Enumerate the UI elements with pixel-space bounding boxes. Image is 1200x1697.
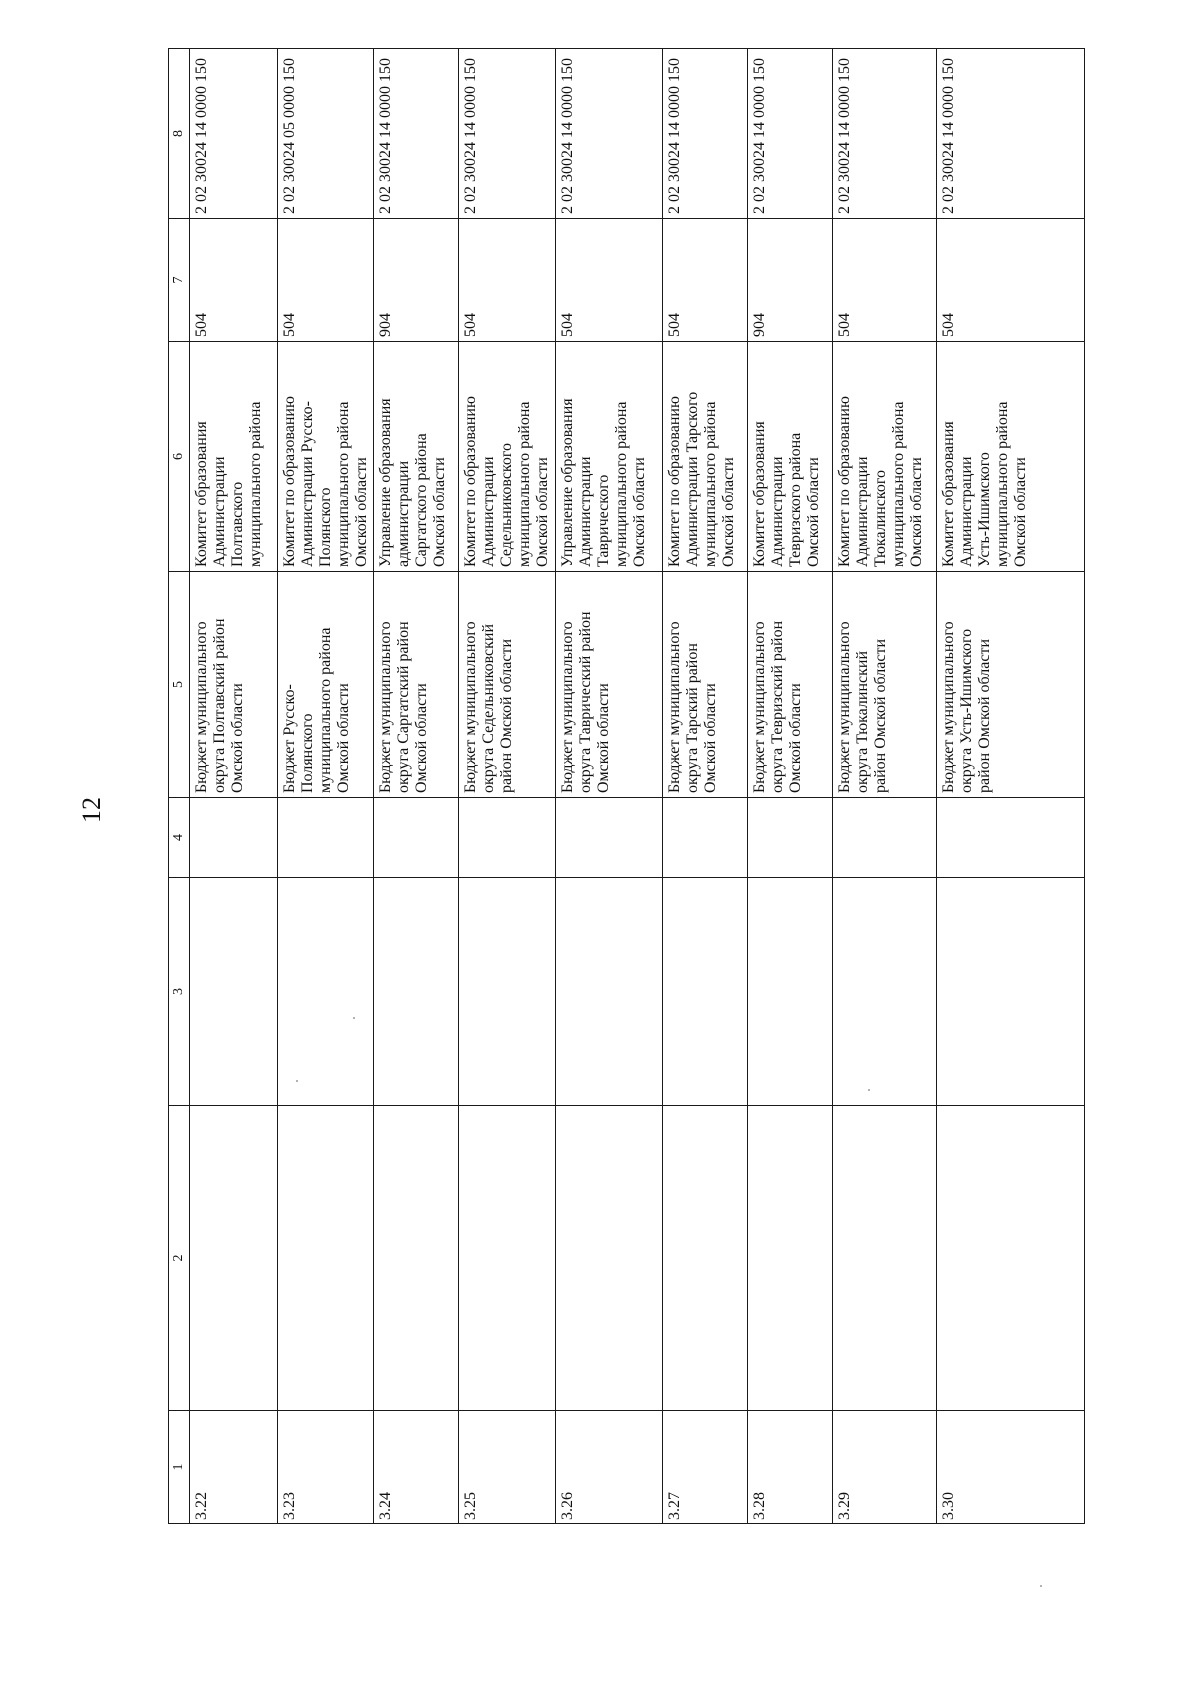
empty-cell xyxy=(190,878,278,1106)
table-row xyxy=(374,49,459,1524)
row-number-cell: 3.22 xyxy=(190,1411,278,1524)
empty-cell xyxy=(748,1106,833,1411)
empty-cell xyxy=(278,1106,374,1411)
row-number-cell: 3.30 xyxy=(937,1411,1085,1524)
table-row xyxy=(459,49,556,1524)
code-cell: 904 xyxy=(748,219,833,342)
empty-cell xyxy=(374,798,459,878)
table-row xyxy=(556,49,663,1524)
empty-cell xyxy=(748,878,833,1106)
budget-cell: Бюджет муниципального округа Тевризский район Омской области xyxy=(748,572,833,798)
scan-speck xyxy=(1040,1585,1042,1587)
budget-cell: Бюджет муниципального округа Саргатский район Омской области xyxy=(374,572,459,798)
row-number-cell: 3.28 xyxy=(748,1411,833,1524)
table-row xyxy=(278,49,374,1524)
empty-cell xyxy=(278,878,374,1106)
rotated-table-container xyxy=(168,49,1080,1524)
administrator-cell: Управление образования администрации Саргатского района Омской области xyxy=(374,342,459,572)
table-row xyxy=(663,49,748,1524)
column-header: 2 xyxy=(169,1106,190,1411)
budget-cell: Бюджет муниципального округа Тарский район Омской области xyxy=(663,572,748,798)
code-cell: 504 xyxy=(833,219,937,342)
kbk-cell: 2 02 30024 14 0000 150 xyxy=(374,49,459,219)
code-cell: 904 xyxy=(374,219,459,342)
empty-cell xyxy=(278,798,374,878)
administrator-cell: Комитет по образованию Администрации Тюкалинского муниципального района Омской области xyxy=(833,342,937,572)
table-row xyxy=(833,49,937,1524)
empty-cell xyxy=(190,798,278,878)
row-number-cell: 3.29 xyxy=(833,1411,937,1524)
kbk-cell: 2 02 30024 14 0000 150 xyxy=(663,49,748,219)
empty-cell xyxy=(190,1106,278,1411)
kbk-cell: 2 02 30024 14 0000 150 xyxy=(556,49,663,219)
empty-cell xyxy=(556,878,663,1106)
code-cell: 504 xyxy=(663,219,748,342)
empty-cell xyxy=(663,1106,748,1411)
row-number-cell: 3.23 xyxy=(278,1411,374,1524)
administrator-cell: Комитет по образованию Администрации Седельниковского муниципального района Омской области xyxy=(459,342,556,572)
column-header: 8 xyxy=(169,49,190,219)
administrator-cell: Комитет по образованию Администрации Тарского муниципального района Омской области xyxy=(663,342,748,572)
table-header-row xyxy=(169,49,190,1524)
column-header: 3 xyxy=(169,878,190,1106)
budget-cell: Бюджет муниципального округа Седельниковский район Омской области xyxy=(459,572,556,798)
row-number-cell: 3.25 xyxy=(459,1411,556,1524)
empty-cell xyxy=(937,1106,1085,1411)
empty-cell xyxy=(663,798,748,878)
code-cell: 504 xyxy=(556,219,663,342)
column-header: 6 xyxy=(169,342,190,572)
code-cell: 504 xyxy=(459,219,556,342)
kbk-cell: 2 02 30024 14 0000 150 xyxy=(748,49,833,219)
scan-speck xyxy=(868,1089,870,1091)
budget-cell: Бюджет Русско- Полянского муниципального района Омской области xyxy=(278,572,374,798)
column-header: 7 xyxy=(169,219,190,342)
budget-cell: Бюджет муниципального округа Усть-Ишимского район Омской области xyxy=(937,572,1085,798)
kbk-cell: 2 02 30024 05 0000 150 xyxy=(278,49,374,219)
scan-speck xyxy=(353,1017,355,1019)
kbk-cell: 2 02 30024 14 0000 150 xyxy=(833,49,937,219)
code-cell: 504 xyxy=(278,219,374,342)
administrator-cell: Управление образования Администрации Таврического муниципального района Омской области xyxy=(556,342,663,572)
budget-cell: Бюджет муниципального округа Таврический район Омской области xyxy=(556,572,663,798)
empty-cell xyxy=(833,798,937,878)
empty-cell xyxy=(556,798,663,878)
administrator-cell: Комитет по образованию Администрации Русско- Полянского муниципального района Омской области xyxy=(278,342,374,572)
empty-cell xyxy=(833,878,937,1106)
page-number: 12 xyxy=(77,797,106,823)
budget-cell: Бюджет муниципального округа Тюкалинский район Омской области xyxy=(833,572,937,798)
column-header: 5 xyxy=(169,572,190,798)
empty-cell xyxy=(937,878,1085,1106)
table-row xyxy=(937,49,1085,1524)
row-number-cell: 3.24 xyxy=(374,1411,459,1524)
empty-cell xyxy=(833,1106,937,1411)
code-cell: 504 xyxy=(937,219,1085,342)
empty-cell xyxy=(556,1106,663,1411)
column-header: 1 xyxy=(169,1411,190,1524)
budget-table xyxy=(168,48,1085,1524)
administrator-cell: Комитет образования Администрации Тевризского района Омской области xyxy=(748,342,833,572)
table-row xyxy=(190,49,278,1524)
code-cell: 504 xyxy=(190,219,278,342)
empty-cell xyxy=(459,1106,556,1411)
empty-cell xyxy=(663,878,748,1106)
empty-cell xyxy=(374,878,459,1106)
row-number-cell: 3.26 xyxy=(556,1411,663,1524)
empty-cell xyxy=(374,1106,459,1411)
empty-cell xyxy=(459,798,556,878)
row-number-cell: 3.27 xyxy=(663,1411,748,1524)
kbk-cell: 2 02 30024 14 0000 150 xyxy=(937,49,1085,219)
administrator-cell: Комитет образования Администрации Усть-Ишимского муниципального района Омской области xyxy=(937,342,1085,572)
kbk-cell: 2 02 30024 14 0000 150 xyxy=(459,49,556,219)
kbk-cell: 2 02 30024 14 0000 150 xyxy=(190,49,278,219)
administrator-cell: Комитет образования Администрации Полтавского муниципального района xyxy=(190,342,278,572)
empty-cell xyxy=(748,798,833,878)
column-header: 4 xyxy=(169,798,190,878)
scan-speck xyxy=(296,1080,298,1082)
table-row xyxy=(748,49,833,1524)
empty-cell xyxy=(459,878,556,1106)
empty-cell xyxy=(937,798,1085,878)
budget-cell: Бюджет муниципального округа Полтавский район Омской области xyxy=(190,572,278,798)
